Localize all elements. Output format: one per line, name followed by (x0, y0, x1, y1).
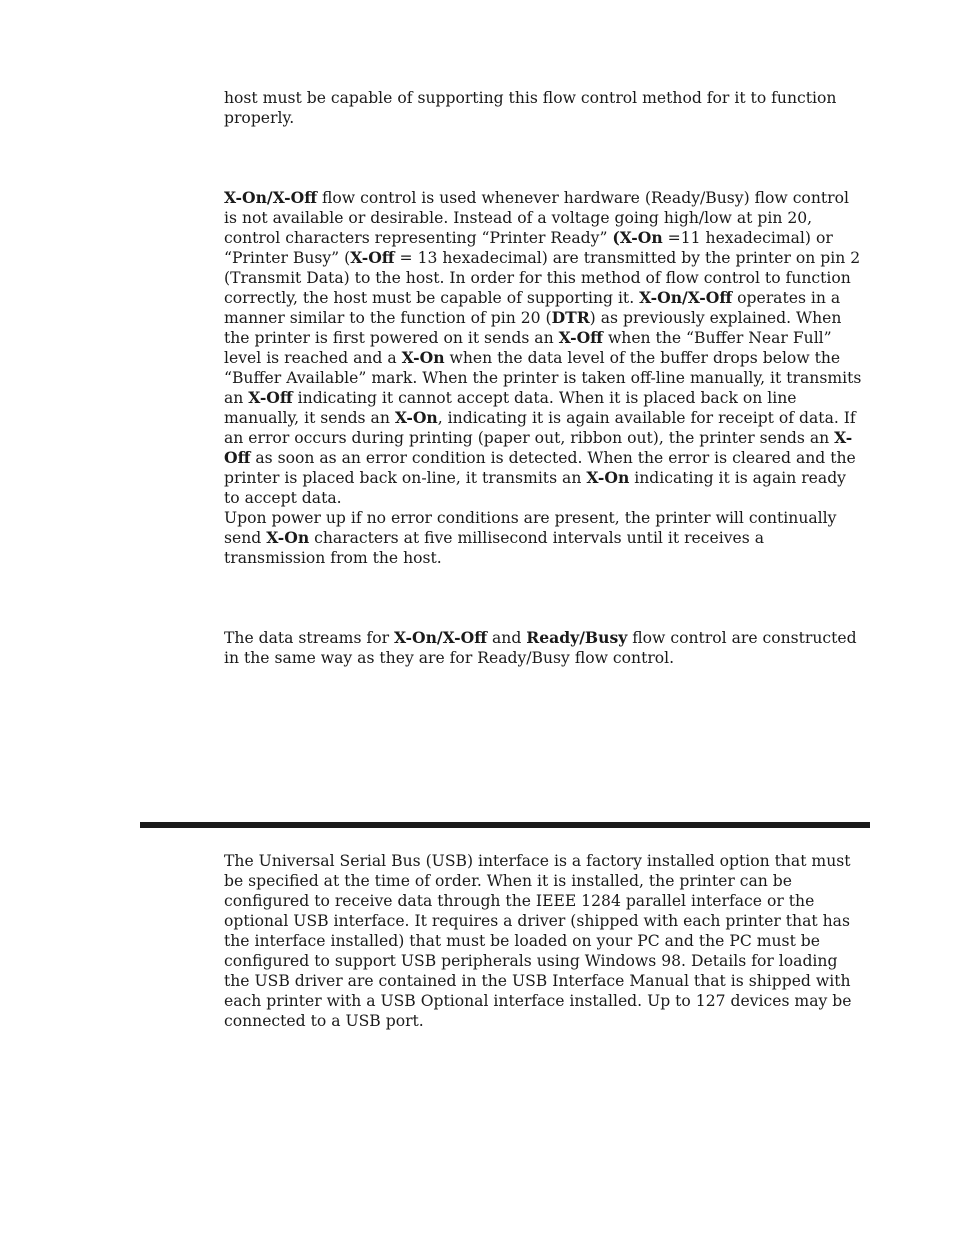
xon-term: (X-On (612, 228, 663, 247)
text-run: characters at five millisecond intervals until it receives a transmission from the host. (224, 529, 765, 567)
xon-xoff-paragraph (224, 188, 866, 508)
section-divider (140, 822, 870, 828)
text-run: flow control are constructed in the same way as they are for Ready/Busy flow control. (224, 629, 857, 667)
text-run: operates in a manner similar to the function of pin 20 ( (224, 289, 841, 327)
power-up-paragraph (224, 508, 866, 568)
text-run: flow control is used whenever hardware (Ready/Busy) flow control is not available or desirable. Instead of a voltage going high/low at pin 20, control characters representing “Printer Ready” (224, 189, 849, 247)
text-run: =11 hexadecimal) or “Printer Busy” ( (224, 229, 833, 267)
xoff-term: X-Off (248, 388, 293, 407)
xon-term: X-On (401, 348, 445, 367)
xoff-term: X-Off (224, 428, 853, 467)
usb-paragraph (224, 851, 866, 1031)
xon-term: X-On (266, 528, 310, 547)
text-run: and (487, 629, 527, 647)
intro-paragraph (224, 88, 866, 128)
xon-xoff-term: X-On/X-Off (224, 188, 318, 207)
text-run: ) as previously explained. When the printer is first powered on it sends an (224, 309, 842, 347)
xoff-term: X-Off (558, 328, 603, 347)
ready-busy-term: Ready/Busy (526, 628, 628, 647)
text-run: = 13 hexadecimal) are transmitted by the printer on pin 2 (Transmit Data) to the host. In order for this method of flow control to function correctly, the host must be capable of supporting it. (224, 249, 861, 307)
xon-xoff-term: X-On/X-Off (639, 288, 733, 307)
xoff-term: X-Off (350, 248, 395, 267)
text-run: indicating it is again ready to accept data. (224, 469, 846, 507)
text-run: Upon power up if no error conditions are present, the printer will continually send (224, 509, 837, 547)
xon-term: X-On (394, 408, 438, 427)
text-run: , indicating it is again available for receipt of data. If an error occurs during printing (paper out, ribbon out), the printer sends an (224, 409, 856, 447)
data-streams-paragraph (224, 628, 866, 668)
dtr-term: DTR (551, 308, 590, 327)
text-run: when the data level of the buffer drops below the “Buffer Available” mark. When the printer is taken off-line manually, it transmits an (224, 349, 862, 407)
xon-term: X-On (586, 468, 630, 487)
intro-text: host must be capable of supporting this flow control method for it to function properly. (224, 89, 837, 127)
text-run: when the “Buffer Near Full” level is reached and a (224, 329, 832, 367)
text-run: The data streams for (224, 629, 394, 647)
text-run: as soon as an error condition is detected. When the error is cleared and the printer is placed back on-line, it transmits an (224, 449, 856, 487)
xon-xoff-term: X-On/X-Off (394, 628, 488, 647)
text-run: indicating it cannot accept data. When it is placed back on line manually, it sends an (224, 389, 797, 427)
usb-text: The Universal Serial Bus (USB) interface is a factory installed option that must be specified at the time of order. When it is installed, the printer can be configured to receive data through the IEEE 1284 parallel interface or the optional USB interface. It requires a driver (shipped with each printer that has the interface installed) that must be loaded on your PC and the PC must be configured to support USB peripherals using Windows 98. Details for loading the USB driver are contained in the USB Interface Manual that is shipped with each printer with a USB Optional interface installed. Up to 127 devices may be connected to a USB port. (224, 852, 852, 1030)
